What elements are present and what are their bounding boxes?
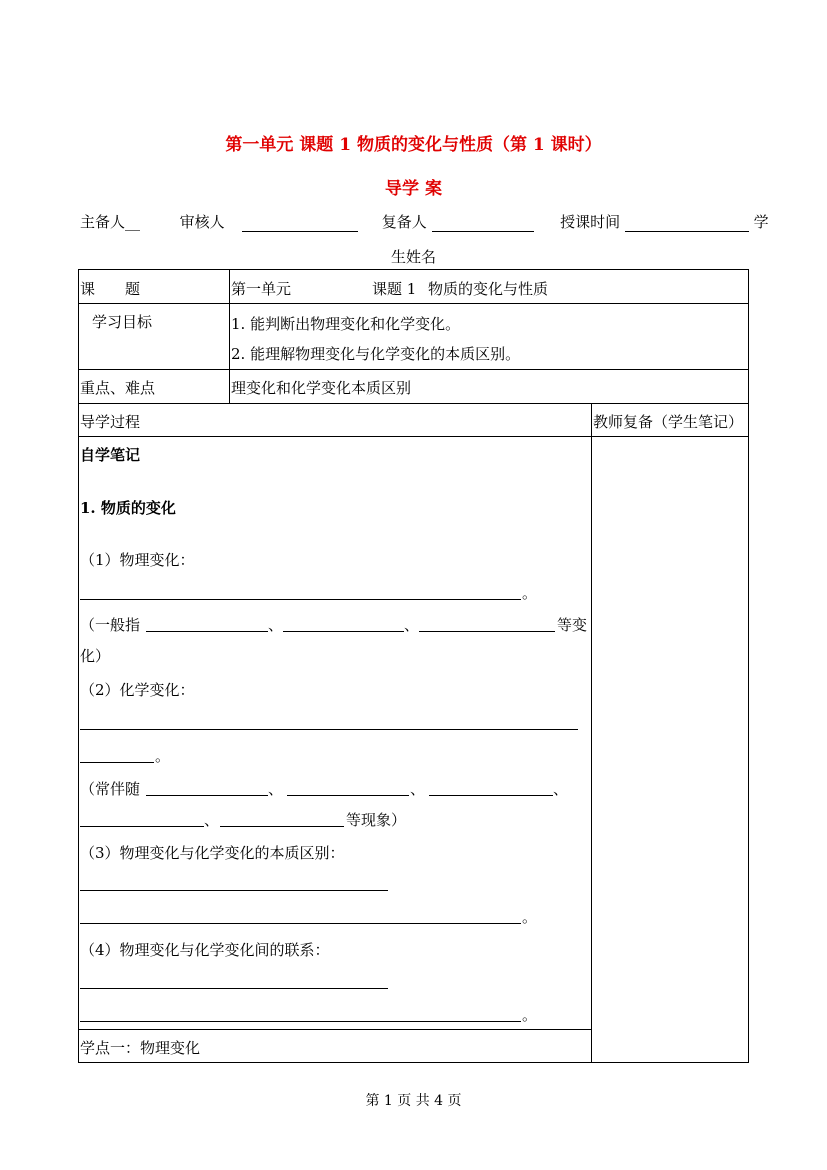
- col-divider: [591, 403, 592, 1063]
- meta-row: [80, 211, 769, 232]
- generally-suffix: 等变: [557, 616, 588, 634]
- separator: 、: [204, 811, 220, 829]
- topic-label: 课 题: [80, 280, 141, 298]
- key-points-value: 理变化和化学变化本质区别: [231, 379, 412, 397]
- answer-blank[interactable]: [287, 795, 409, 796]
- table-border-left: [78, 269, 79, 1063]
- table-border-right: [748, 269, 749, 1063]
- answer-blank[interactable]: [80, 1021, 521, 1022]
- row-divider: [78, 403, 749, 404]
- student-label-start: 学: [753, 213, 769, 231]
- student-name-label: 生姓名: [390, 248, 436, 266]
- notes-title: 自学笔记: [80, 446, 141, 464]
- answer-blank[interactable]: [80, 988, 388, 989]
- reviewer-label: 审核人: [179, 213, 225, 231]
- answer-blank[interactable]: [146, 795, 268, 796]
- answer-blank[interactable]: [220, 826, 344, 827]
- answer-blank[interactable]: [283, 631, 404, 632]
- table-border-top: [78, 269, 749, 270]
- document-subtitle: 导学 案: [385, 179, 442, 199]
- question-essential-difference: （3）物理变化与化学变化的本质区别：: [80, 844, 345, 862]
- period-mark: 。: [522, 1006, 538, 1024]
- separator: 、: [268, 780, 284, 798]
- document-title: 第一单元 课题 1 物质的变化与性质（第 1 课时）: [225, 135, 602, 155]
- row-divider: [78, 303, 749, 304]
- co-preparer-label: 复备人: [381, 213, 427, 231]
- topic-unit: 第一单元: [231, 280, 292, 298]
- answer-blank[interactable]: [80, 729, 578, 730]
- separator: 、: [268, 616, 284, 634]
- answer-blank[interactable]: [80, 890, 388, 891]
- row-divider: [78, 436, 749, 437]
- answer-blank[interactable]: [80, 826, 204, 827]
- answer-blank[interactable]: [146, 631, 268, 632]
- row-divider: [78, 1029, 591, 1030]
- learning-point-heading: 学点一：物理变化: [80, 1039, 201, 1057]
- generally-suffix-wrap: 化）: [80, 647, 111, 665]
- teacher-notes-label: 教师复备（学生笔记）: [593, 413, 744, 431]
- answer-blank[interactable]: [429, 795, 553, 796]
- class-time-label: 授课时间: [560, 213, 621, 231]
- question-physical-change: （1）物理变化：: [80, 551, 195, 569]
- question-connection: （4）物理变化与化学变化间的联系：: [80, 941, 330, 959]
- row-divider: [78, 369, 749, 370]
- separator: 、: [410, 780, 426, 798]
- answer-blank[interactable]: [80, 923, 521, 924]
- answer-blank[interactable]: [419, 631, 555, 632]
- separator: 、: [404, 616, 420, 634]
- goal-item: 1. 能判断出物理变化和化学变化。: [231, 315, 461, 333]
- table-border-bottom: [78, 1062, 749, 1063]
- separator: 、: [553, 780, 569, 798]
- goals-label: 学习目标: [92, 313, 153, 331]
- section-heading: 1. 物质的变化: [80, 499, 176, 517]
- reviewer-blank[interactable]: [242, 215, 358, 232]
- period-mark: 。: [155, 747, 171, 765]
- topic-lesson: 课题 1: [372, 280, 417, 298]
- question-chemical-change: （2）化学变化：: [80, 681, 195, 699]
- page-number: 第 1 页 共 4 页: [365, 1093, 462, 1109]
- key-points-label: 重点、难点: [80, 379, 156, 397]
- process-label: 导学过程: [80, 413, 141, 431]
- answer-blank[interactable]: [80, 599, 521, 600]
- col-divider: [229, 269, 230, 403]
- goal-item: 2. 能理解物理变化与化学变化的本质区别。: [231, 345, 521, 363]
- preparer-label: 主备人__: [80, 213, 141, 231]
- generally-prefix: （一般指: [80, 616, 141, 634]
- class-time-blank[interactable]: [625, 215, 749, 232]
- period-mark: 。: [522, 584, 538, 602]
- often-suffix: 等现象）: [346, 811, 407, 829]
- often-prefix: （常伴随: [80, 780, 141, 798]
- topic-name: 物质的变化与性质: [428, 280, 549, 298]
- co-preparer-blank[interactable]: [432, 215, 534, 232]
- period-mark: 。: [522, 908, 538, 926]
- answer-blank[interactable]: [80, 762, 154, 763]
